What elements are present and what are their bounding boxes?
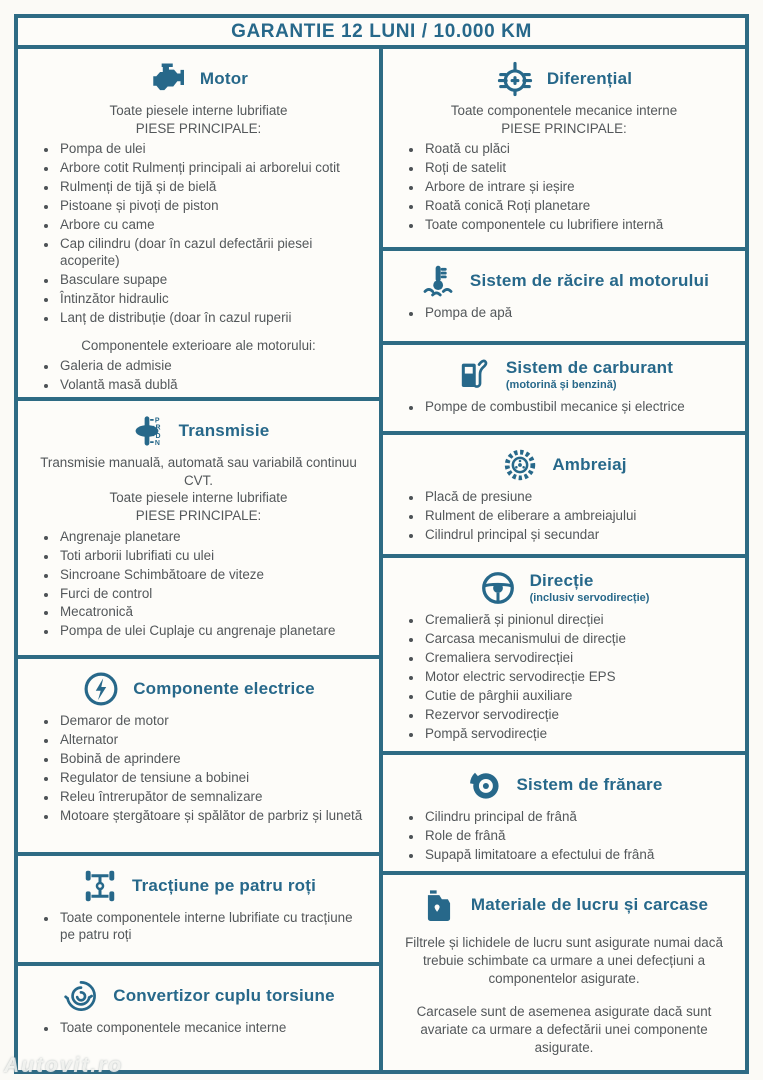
gear-shifter-icon — [128, 412, 166, 450]
section-heading: Transmisie — [178, 420, 270, 440]
section-heading: Sistem de răcire al motorului — [469, 270, 710, 290]
section-heading: Materiale de lucru și carcase — [470, 894, 709, 914]
section-heading: Convertizor cuplu torsiune — [113, 985, 335, 1005]
center-line: Toate componentele mecanice interne — [450, 103, 678, 118]
center-text-block — [28, 102, 369, 137]
fuel-pump-icon — [455, 356, 493, 394]
list-item: • Volantă masă dublă — [58, 376, 369, 393]
bullet-list — [28, 712, 369, 824]
thermometer-icon — [419, 262, 457, 300]
center-line: CVT. — [183, 472, 214, 488]
center-line: Toate piesele interne lubrifiate — [109, 490, 288, 506]
differential-icon — [496, 60, 534, 98]
lightning-icon — [82, 670, 120, 708]
section-heading: Componente electrice — [133, 678, 315, 698]
center-line: PIESE PRINCIPALE: — [135, 120, 262, 136]
clutch-disc-icon — [501, 446, 539, 484]
drivetrain-icon — [81, 867, 119, 905]
center-line: PIESE PRINCIPALE: — [501, 120, 627, 136]
list-item: • Cap cilindru (doar în cazul defectării piesei acoperite) — [58, 235, 369, 270]
list-item: • Placă de presiune — [423, 488, 735, 505]
list-item: • Arbore cotit Rulmenți principali ai arborelui cotit — [58, 159, 369, 176]
list-item: • Roată conică Roți planetare — [423, 197, 735, 214]
section-header-row — [393, 569, 735, 607]
list-item: • Sincroane Schimbătoare de viteze — [58, 566, 369, 583]
section-componente-electrice — [14, 655, 383, 856]
list-item: • Role de frână — [423, 827, 735, 844]
section-tractiune — [14, 852, 383, 966]
list-item: • Roată cu plăci — [423, 140, 735, 157]
section-heading: Diferențial — [546, 68, 633, 88]
bullet-list — [393, 808, 735, 863]
section-franare — [379, 751, 749, 875]
paragraph-block — [393, 928, 735, 1058]
section-header-row — [393, 886, 735, 924]
svg-text:N: N — [154, 439, 160, 447]
list-item: • Motoare ștergătoare și spălător de parbriz și lunetă — [58, 807, 369, 824]
section-heading: Tracțiune pe patru roți — [131, 875, 317, 895]
center-text-block — [393, 102, 735, 137]
bullet-list — [28, 1019, 369, 1036]
section-header-row — [393, 60, 735, 98]
bullet-list — [28, 140, 369, 326]
list-item: • Angrenaje planetare — [58, 528, 369, 545]
paragraph: Filtrele și lichidele de lucru sunt asigurate numai dacă trebuie schimbate ca urmare a unei defecțiuni a componentelor asigurate. — [405, 935, 723, 987]
list-item: • Supapă limitatoare a efectului de frână — [423, 846, 735, 863]
section-subheading: (inclusiv servodirecție) — [529, 591, 650, 604]
page-title: GARANTIE 12 LUNI / 10.000 KM — [14, 14, 749, 49]
list-item: • Pompă servodirecție — [423, 725, 735, 742]
list-item: • Toti arborii lubrifiati cu ulei — [58, 547, 369, 564]
section-heading: Sistem de frănare — [516, 774, 663, 794]
list-item: • Cutie de pârghii auxiliare — [423, 687, 735, 704]
section-carburant — [379, 341, 749, 435]
list-item: • Carcasa mecanismului de direcție — [423, 630, 735, 647]
list-item: • Regulator de tensiune a bobinei — [58, 769, 369, 786]
list-item: • Pompe de combustibil mecanice și electrice — [423, 398, 735, 415]
section-header-row — [393, 766, 735, 804]
brake-disc-icon — [465, 766, 503, 804]
list-item: • Furci de control — [58, 585, 369, 602]
bullet-list — [393, 398, 735, 415]
list-item: • Arbore de intrare și ieșire — [423, 178, 735, 195]
section-heading: Sistem de carburant — [505, 358, 674, 378]
list-item: • Rulment de eliberare a ambreiajului — [423, 507, 735, 524]
list-item: • Bobină de aprindere — [58, 750, 369, 767]
section-heading: Motor — [199, 68, 249, 88]
list-item: • Toate componentele interne lubrifiate cu tracțiune pe patru roți — [58, 909, 369, 944]
center-line: Componentele exterioare ale motorului: — [81, 337, 316, 353]
section-materiale — [379, 871, 749, 1074]
list-item: • Pompa de apă — [423, 304, 735, 321]
list-item: • Arbore cu came — [58, 216, 369, 233]
list-item: • Cilindru principal de frână — [423, 808, 735, 825]
list-item: • Rulmenți de tijă și de bielă — [58, 178, 369, 195]
list-item: • Toate componentele mecanice interne — [58, 1019, 369, 1036]
list-item: • Roți de satelit — [423, 159, 735, 176]
list-item: • Întinzător hidraulic — [58, 290, 369, 307]
section-header-row — [28, 60, 369, 98]
section-directie — [379, 554, 749, 755]
list-item: • Pistoane și pivoți de piston — [58, 197, 369, 214]
section-header-row — [28, 412, 369, 450]
bullet-list — [393, 488, 735, 543]
right-column — [379, 45, 749, 1074]
list-item: • Basculare supape — [58, 271, 369, 288]
bullet-list — [28, 528, 369, 640]
list-item: • Demaror de motor — [58, 712, 369, 729]
steering-wheel-icon — [479, 569, 517, 607]
section-heading: Direcție — [529, 571, 594, 591]
svg-text:R: R — [155, 424, 161, 432]
list-item: • Cremaliera servodirecției — [423, 649, 735, 666]
section-header-row — [393, 356, 735, 394]
list-item: • Pompa de ulei Cuplaje cu angrenaje planetare — [58, 622, 369, 639]
section-heading: Ambreiaj — [552, 454, 627, 474]
watermark: Autovit.ro — [4, 1054, 124, 1077]
section-motor — [14, 45, 383, 401]
bullet-list — [393, 304, 735, 321]
section-ambreiaj — [379, 431, 749, 558]
list-item: • Cremalieră și pinionul direcției — [423, 611, 735, 628]
section-subheading: (motorină și benzină) — [505, 378, 617, 391]
list-item: • Motor electric servodirecție EPS — [423, 668, 735, 685]
torque-converter-icon — [62, 977, 100, 1015]
section-header-row — [28, 867, 369, 905]
left-column — [14, 45, 383, 1074]
section-racire — [379, 247, 749, 345]
list-item: • Cilindrul principal și secundar — [423, 526, 735, 543]
paragraph: Carcasele sunt de asemenea asigurate dacă sunt avariate ca urmare a defectării unei componente asigurate. — [416, 1004, 712, 1056]
section-header-row — [393, 262, 735, 300]
center-line: Toate piesele interne lubrifiate — [109, 103, 288, 118]
section-header-row — [393, 446, 735, 484]
center-line: Transmisie manuală, automată sau variabilă continuu — [40, 455, 357, 470]
center-text-block — [28, 337, 369, 355]
bullet-list — [28, 909, 369, 944]
list-item: • Alternator — [58, 731, 369, 748]
center-line: PIESE PRINCIPALE: — [135, 508, 262, 524]
list-item: • Galeria de admisie — [58, 357, 369, 374]
oil-canister-icon — [420, 886, 458, 924]
section-transmisie — [14, 397, 383, 659]
list-item: • Toate componentele cu lubrifiere internă — [423, 216, 735, 233]
list-item: • Lanț de distribuție (doar în cazul ruperii — [58, 309, 369, 326]
section-header-row — [28, 977, 369, 1015]
list-item: • Mecatronică — [58, 603, 369, 620]
list-item: • Pompa de ulei — [58, 140, 369, 157]
engine-icon — [149, 60, 187, 98]
bullet-list — [393, 611, 735, 742]
columns — [14, 45, 749, 1074]
bullet-list — [393, 140, 735, 233]
center-text-block — [28, 454, 369, 525]
list-item: • Rezervor servodirecție — [423, 706, 735, 723]
svg-text:D: D — [155, 432, 161, 440]
section-diferential — [379, 45, 749, 251]
section-header-row — [28, 670, 369, 708]
svg-text:P: P — [154, 417, 160, 425]
list-item: • Releu întrerupător de semnalizare — [58, 788, 369, 805]
